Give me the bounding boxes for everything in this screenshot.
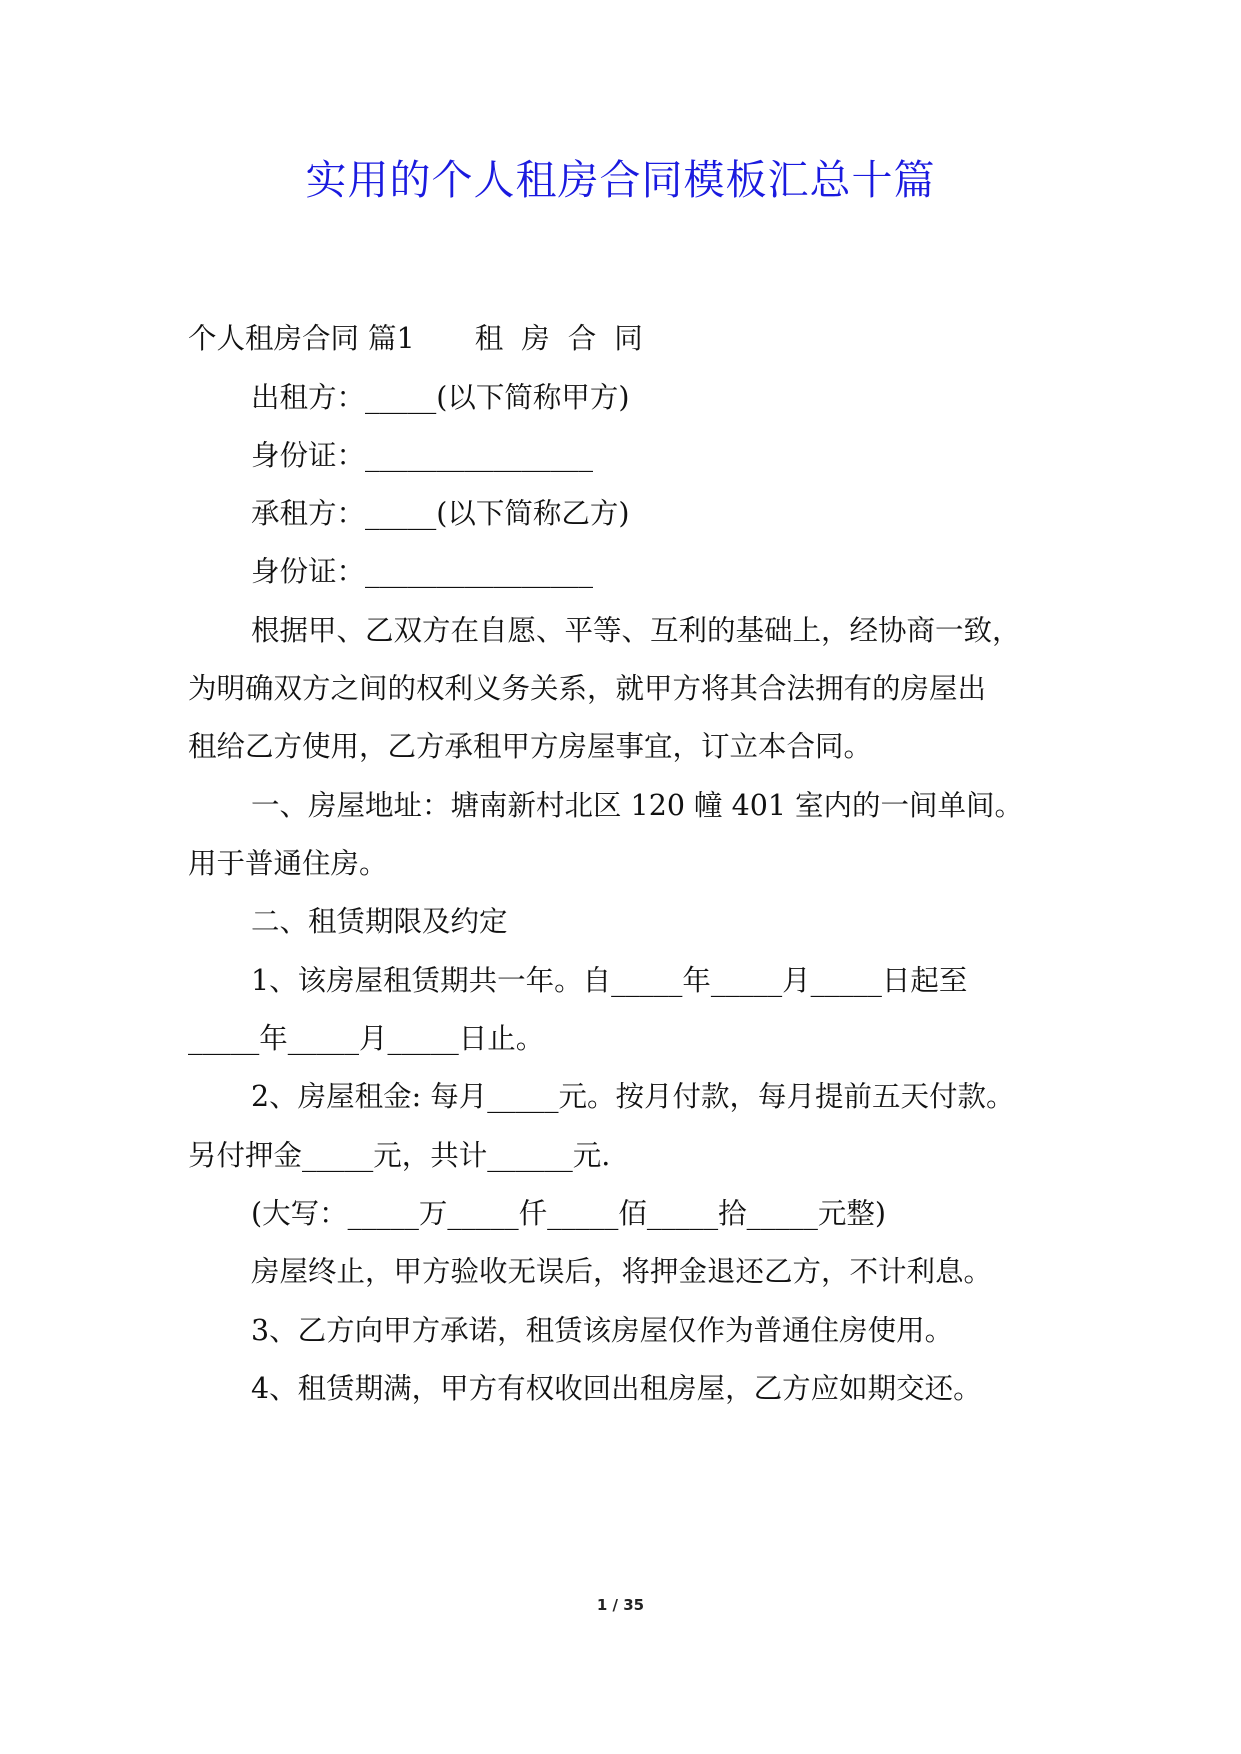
clause-address-line-2: 用于普通住房。 xyxy=(188,847,388,880)
clause-term-heading: 二、租赁期限及约定 xyxy=(251,905,508,938)
lessor-id-line: 身份证：________________ xyxy=(251,439,594,472)
contract-heading xyxy=(188,319,661,359)
clause-address-line-1: 一、房屋地址：塘南新村北区 120 幢 401 室内的一间单间。 xyxy=(251,789,1024,822)
deposit-return-line: 房屋终止，甲方验收无误后，将押金退还乙方，不计利息。 xyxy=(251,1255,993,1288)
term-line-2: _____年_____月_____日止。 xyxy=(188,1022,545,1055)
lessee-line: 承租方：_____(以下简称乙方) xyxy=(251,497,630,530)
usage-promise-line: 3、乙方向甲方承诺，租赁该房屋仅作为普通住房使用。 xyxy=(251,1314,954,1347)
rent-line-1: 2、房屋租金: 每月_____元。按月付款，每月提前五天付款。 xyxy=(251,1080,1015,1113)
preamble-line-3: 租给乙方使用，乙方承租甲方房屋事宜，订立本合同。 xyxy=(188,730,873,763)
expiry-line: 4、租赁期满，甲方有权收回出租房屋，乙方应如期交还。 xyxy=(251,1372,982,1405)
contract-subtitle: 租房合同 xyxy=(474,322,661,355)
document-title: 实用的个人租房合同模板汇总十篇 xyxy=(305,156,936,204)
lessor-line: 出租方：_____(以下简称甲方) xyxy=(251,381,630,414)
lessee-id-line: 身份证：________________ xyxy=(251,555,594,588)
rent-amount-in-words: (大写：_____万_____仟_____佰_____拾_____元整) xyxy=(251,1197,886,1230)
page-number: 1 / 35 xyxy=(596,1596,645,1614)
term-line-1: 1、该房屋租赁期共一年。自_____年_____月_____日起至 xyxy=(251,964,968,997)
section-label: 个人租房合同 篇1 xyxy=(188,322,415,355)
rent-line-2: 另付押金_____元，共计______元. xyxy=(188,1139,611,1172)
preamble-line-2: 为明确双方之间的权利义务关系，就甲方将其合法拥有的房屋出 xyxy=(188,672,987,705)
preamble-line-1: 根据甲、乙双方在自愿、平等、互利的基础上，经协商一致， xyxy=(251,614,1021,647)
